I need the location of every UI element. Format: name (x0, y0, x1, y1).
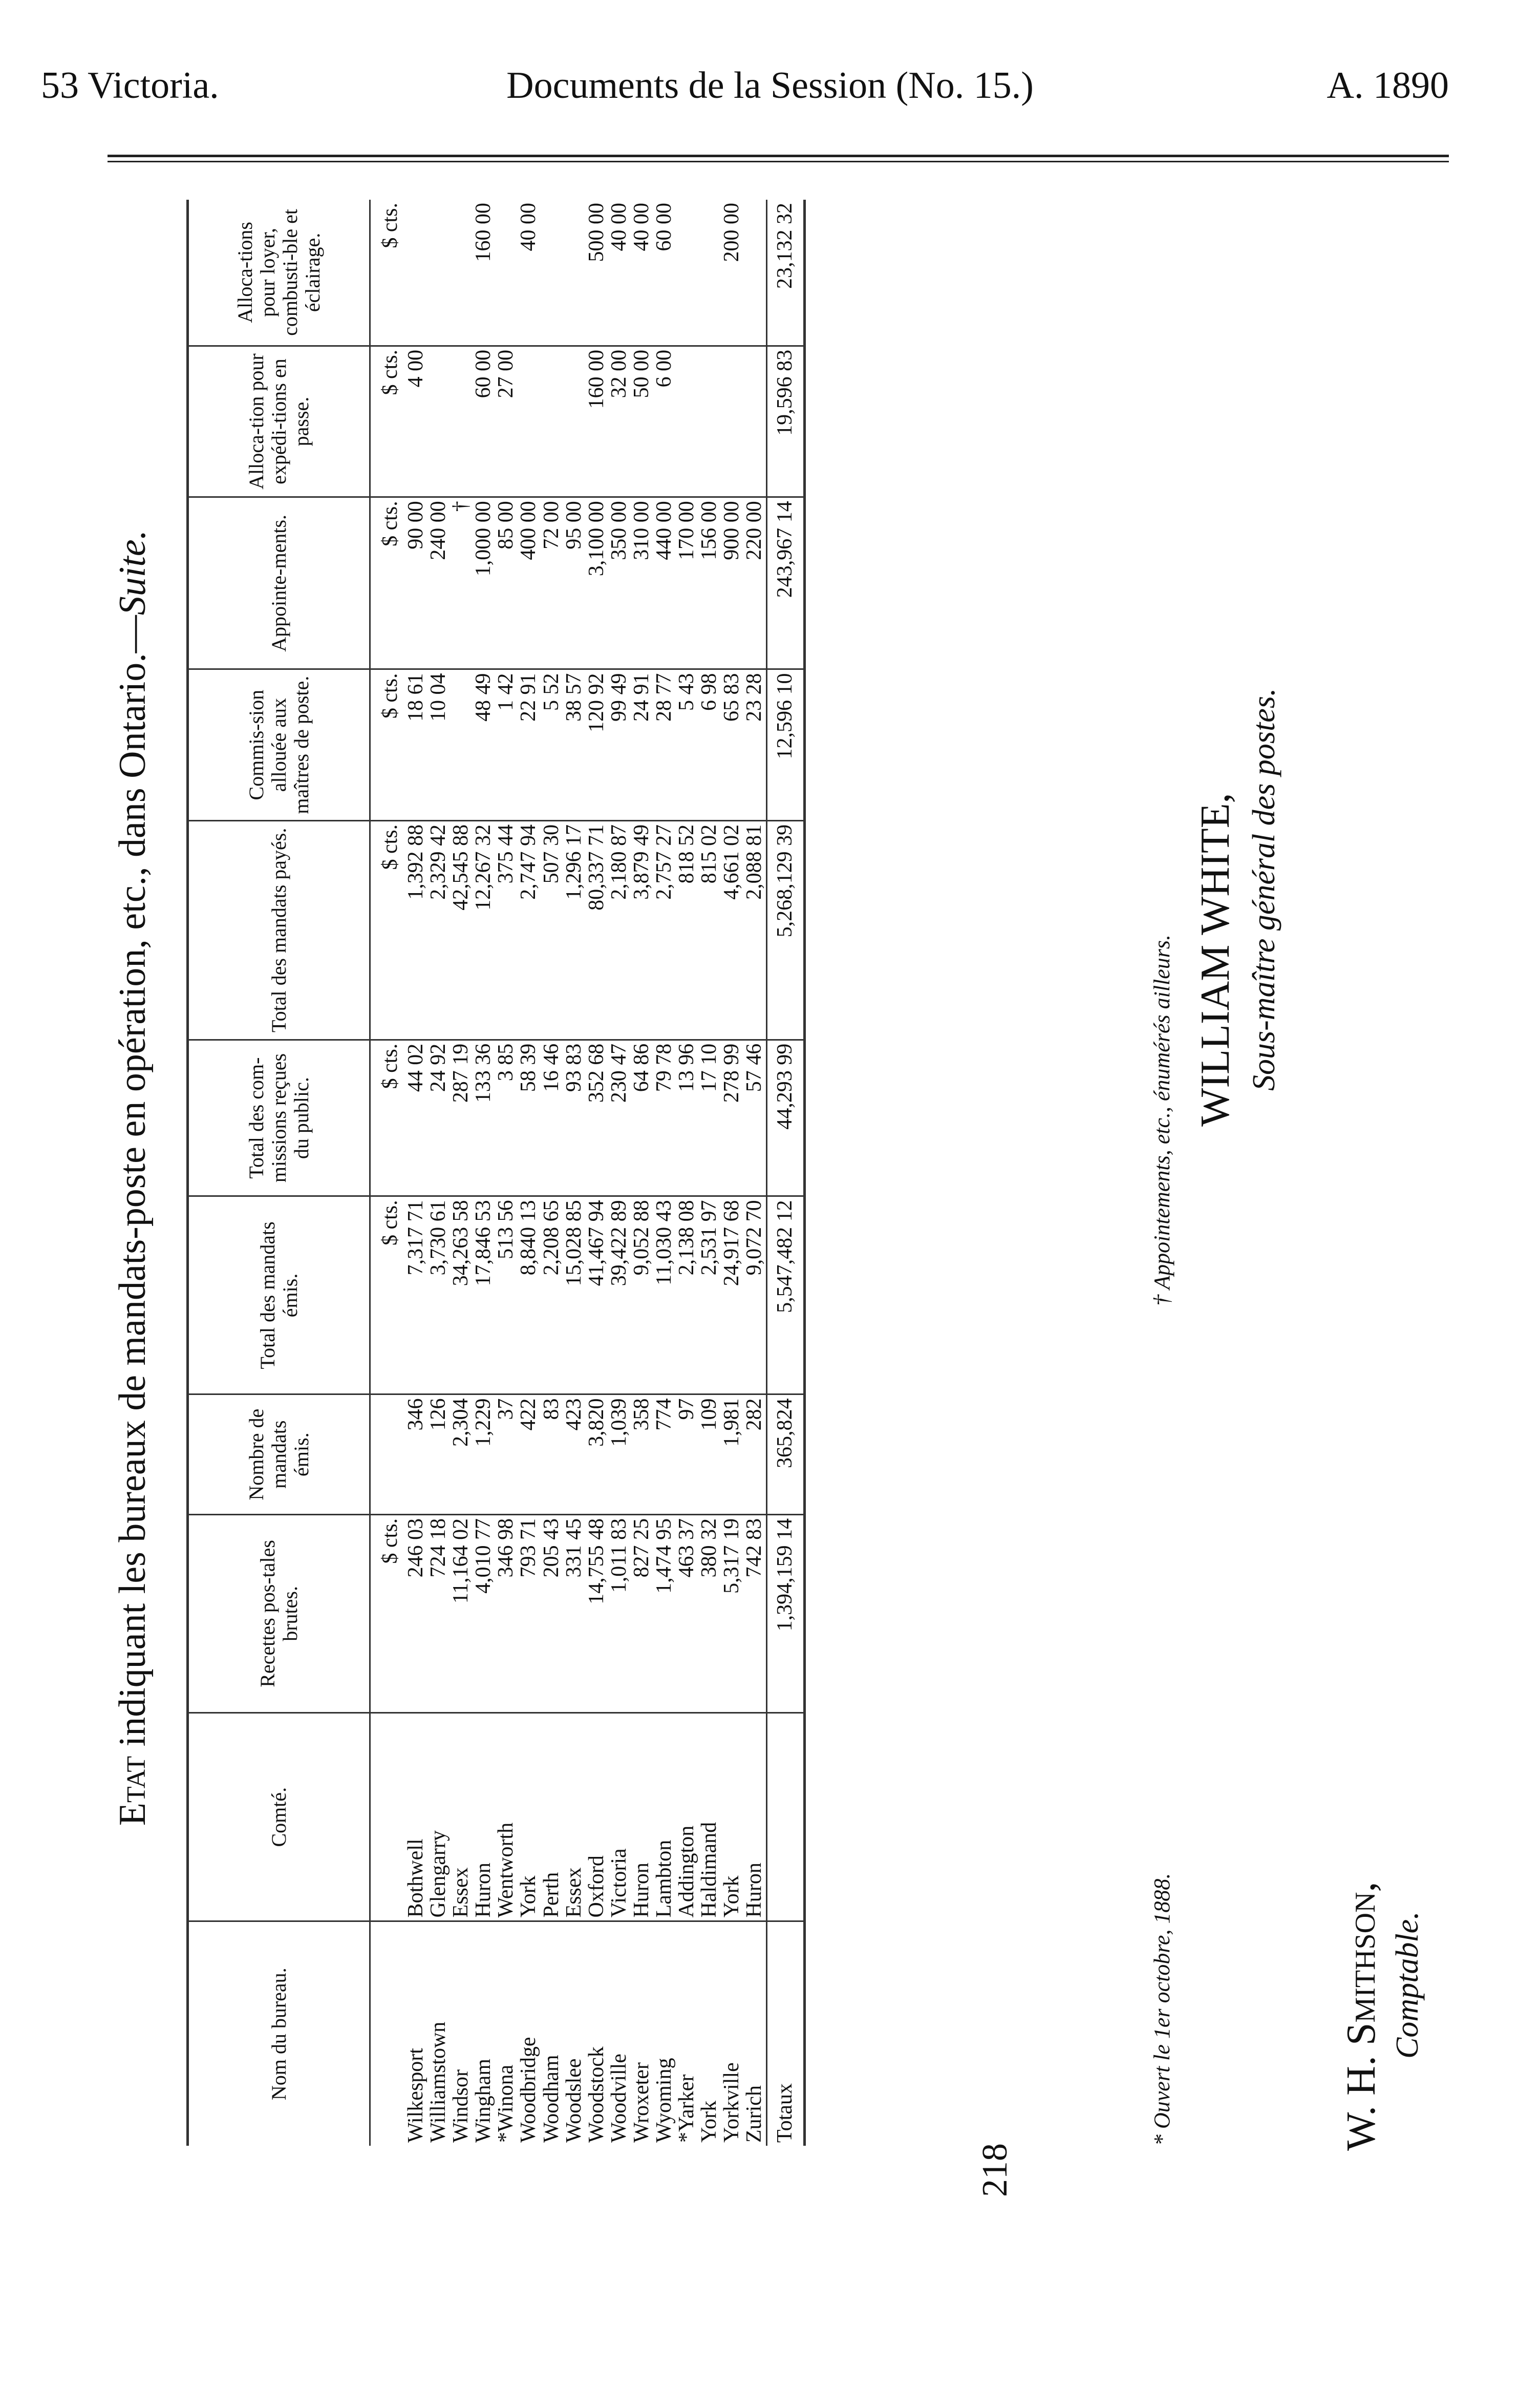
cell-comte: Wentworth (495, 1713, 517, 1921)
cell-commission: 24 91 (630, 669, 653, 820)
totals-empty (766, 1713, 804, 1921)
cell-appointements: 156 00 (698, 497, 720, 669)
table-row (585, 200, 608, 2146)
cell-total-comm: 64 86 (630, 1040, 653, 1196)
cell-recettes: 742 83 (743, 1514, 766, 1713)
cell-total-emis: 3,730 61 (427, 1196, 450, 1394)
cell-total-payes: 2,747 94 (517, 820, 540, 1040)
cell-total-emis: 2,531 97 (698, 1196, 720, 1394)
cell-total-emis: 17,846 53 (472, 1196, 495, 1394)
cell-appointements: 440 00 (653, 497, 675, 669)
cell-comte: Huron (630, 1713, 653, 1921)
cell-recettes: 5,317 19 (720, 1514, 743, 1713)
cell-total-emis: 2,138 08 (675, 1196, 698, 1394)
cell-allocation-exp: 60 00 (472, 346, 495, 497)
col-header-commission: Commis-sion allouée aux maîtres de poste. (188, 669, 370, 820)
col-header-allocation-exp: Alloca-tion pour expédi-tions en passe. (188, 346, 370, 497)
cell-allocation-exp (675, 346, 698, 497)
total-commission: 12,596 10 (766, 669, 804, 820)
cell-commission (450, 669, 472, 820)
totals-label: Totaux (766, 1921, 804, 2146)
footnote-ouvert: * Ouvert le 1er octobre, 1888. (1149, 1873, 1174, 2146)
table-header-row (188, 200, 370, 2146)
cell-appointements: 85 00 (495, 497, 517, 669)
cell-comte: Huron (743, 1713, 766, 1921)
cell-total-comm: 24 92 (427, 1040, 450, 1196)
cell-total-comm: 93 83 (563, 1040, 585, 1196)
unit-label: $ cts. (370, 200, 405, 346)
total-allocation-exp: 19,596 83 (766, 346, 804, 497)
cell-total-comm: 16 46 (540, 1040, 563, 1196)
cell-allocation-exp: 32 00 (608, 346, 630, 497)
money-order-table (186, 200, 806, 2146)
cell-bureau: Woodville (607, 2054, 631, 2143)
cell-appointements: 400 00 (517, 497, 540, 669)
table-row (540, 200, 563, 2146)
cell-allocation-exp (540, 346, 563, 497)
col-header-total-comm: Total des com-missions reçues du public. (188, 1040, 370, 1196)
cell-total-comm: 58 39 (517, 1040, 540, 1196)
cell-total-payes: 2,757 27 (653, 820, 675, 1040)
table-row (720, 200, 743, 2146)
total-total-comm: 44,293 99 (766, 1040, 804, 1196)
table-row (404, 200, 427, 2146)
cell-nombre: 774 (653, 1394, 675, 1514)
page-header-right: A. 1890 (1327, 65, 1449, 107)
cell-total-payes: 80,337 71 (585, 820, 608, 1040)
cell-allocation-loyer: 500 00 (585, 200, 608, 346)
cell-nombre: 83 (540, 1394, 563, 1514)
cell-bureau: Wingham (472, 2059, 496, 2143)
col-header-comte: Comté. (188, 1713, 370, 1921)
cell-commission: 5 52 (540, 669, 563, 820)
cell-nombre: 423 (563, 1394, 585, 1514)
cell-comte: York (517, 1713, 540, 1921)
cell-total-payes: 4,661 02 (720, 820, 743, 1040)
cell-total-emis: 11,030 43 (653, 1196, 675, 1394)
cell-allocation-loyer: 60 00 (653, 200, 675, 346)
cell-commission: 120 92 (585, 669, 608, 820)
cell-allocation-loyer (563, 200, 585, 346)
cell-comte: Glengarry (427, 1713, 450, 1921)
cell-allocation-loyer (404, 200, 427, 346)
footnote-appointements: † Appointements, etc., énumérés ailleurs. (1149, 934, 1174, 1306)
cell-allocation-exp (698, 346, 720, 497)
cell-comte: Bothwell (404, 1713, 427, 1921)
col-header-total-payes: Total des mandats payés. (188, 820, 370, 1040)
cell-commission: 6 98 (698, 669, 720, 820)
col-header-allocation-loyer: Alloca-tions pour loyer, combusti-ble et éclairage. (188, 200, 370, 346)
cell-bureau: Woodstock (584, 2046, 608, 2143)
cell-bureau: *Winona (494, 2064, 518, 2143)
cell-recettes: 793 71 (517, 1514, 540, 1713)
title-main: indiquant les bureaux de mandats-poste en opération, etc., dans Ontario.— (112, 615, 154, 1756)
cell-commission: 5 43 (675, 669, 698, 820)
cell-bureau: Zurich (742, 2085, 766, 2143)
cell-recettes: 246 03 (404, 1514, 427, 1713)
cell-appointements: 95 00 (563, 497, 585, 669)
unit-label: $ cts. (370, 1040, 405, 1196)
cell-total-payes: 2,088 81 (743, 820, 766, 1040)
total-total-emis: 5,547,482 12 (766, 1196, 804, 1394)
cell-total-payes: 818 52 (675, 820, 698, 1040)
cell-bureau: Woodham (539, 2055, 563, 2143)
cell-appointements: 220 00 (743, 497, 766, 669)
cell-appointements: 240 00 (427, 497, 450, 669)
cell-recettes: 463 37 (675, 1514, 698, 1713)
table-row (472, 200, 495, 2146)
unit-label: $ cts. (370, 346, 405, 497)
cell-total-emis: 34,263 58 (450, 1196, 472, 1394)
cell-allocation-exp: 6 00 (653, 346, 675, 497)
col-header-appointements: Appointe-ments. (188, 497, 370, 669)
cell-comte: Essex (563, 1713, 585, 1921)
cell-allocation-loyer (450, 200, 472, 346)
cell-bureau: Woodslee (562, 2058, 586, 2143)
signature-smithson-title: Comptable. (1390, 1911, 1425, 2059)
total-nombre: 365,824 (766, 1394, 804, 1514)
cell-total-emis: 513 56 (495, 1196, 517, 1394)
cell-recettes: 14,755 48 (585, 1514, 608, 1713)
col-header-nombre: Nombre de mandats émis. (188, 1394, 370, 1514)
cell-commission: 18 61 (404, 669, 427, 820)
cell-appointements: 170 00 (675, 497, 698, 669)
cell-total-emis: 8,840 13 (517, 1196, 540, 1394)
cell-commission: 1 42 (495, 669, 517, 820)
unit-row (370, 200, 405, 2146)
signature-smithson-name (1338, 1881, 1385, 2151)
col-header-recettes: Recettes pos-tales brutes. (188, 1514, 370, 1713)
cell-allocation-loyer: 40 00 (630, 200, 653, 346)
table-row (743, 200, 766, 2146)
smithson-surname: Smithson, (1339, 1881, 1384, 2046)
cell-total-comm: 230 47 (608, 1040, 630, 1196)
cell-total-emis: 9,072 70 (743, 1196, 766, 1394)
cell-bureau: Wroxeter (629, 2062, 653, 2143)
cell-allocation-loyer: 200 00 (720, 200, 743, 346)
cell-nombre: 422 (517, 1394, 540, 1514)
cell-total-payes: 2,180 87 (608, 820, 630, 1040)
cell-total-comm: 287 19 (450, 1040, 472, 1196)
cell-total-payes: 1,392 88 (404, 820, 427, 1040)
cell-allocation-loyer (698, 200, 720, 346)
table-row (698, 200, 720, 2146)
cell-nombre: 346 (404, 1394, 427, 1514)
cell-comte: Lambton (653, 1713, 675, 1921)
page-header-left: 53 Victoria. (41, 65, 219, 107)
cell-appointements: 3,100 00 (585, 497, 608, 669)
cell-total-emis: 41,467 94 (585, 1196, 608, 1394)
page-header-center: Documents de la Session (No. 15.) (506, 65, 1034, 107)
cell-bureau: Windsor (449, 2069, 473, 2143)
cell-commission: 38 57 (563, 669, 585, 820)
cell-comte: Huron (472, 1713, 495, 1921)
cell-allocation-loyer: 40 00 (608, 200, 630, 346)
cell-allocation-exp (517, 346, 540, 497)
cell-total-comm: 278 99 (720, 1040, 743, 1196)
cell-recettes: 4,010 77 (472, 1514, 495, 1713)
cell-total-payes: 507 30 (540, 820, 563, 1040)
cell-nombre: 1,229 (472, 1394, 495, 1514)
cell-comte: Oxford (585, 1713, 608, 1921)
cell-total-comm: 57 46 (743, 1040, 766, 1196)
total-appointements: 243,967 14 (766, 497, 804, 669)
rotated-page-content (99, 128, 1441, 2228)
unit-label: $ cts. (370, 820, 405, 1040)
cell-allocation-loyer (495, 200, 517, 346)
cell-total-emis: 7,317 71 (404, 1196, 427, 1394)
cell-appointements: 310 00 (630, 497, 653, 669)
signature-white-title: Sous-maître général des postes. (1247, 688, 1281, 1091)
total-recettes: 1,394,159 14 (766, 1514, 804, 1713)
cell-recettes: 11,164 02 (450, 1514, 472, 1713)
cell-allocation-exp (427, 346, 450, 497)
cell-total-payes: 2,329 42 (427, 820, 450, 1040)
cell-comte: York (720, 1713, 743, 1921)
cell-bureau: Yorkville (720, 2062, 744, 2143)
cell-comte: Perth (540, 1713, 563, 1921)
cell-appointements: † (450, 497, 472, 669)
cell-nombre: 1,039 (608, 1394, 630, 1514)
cell-comte: Addington (675, 1713, 698, 1921)
cell-total-payes: 3,879 49 (630, 820, 653, 1040)
cell-total-payes: 375 44 (495, 820, 517, 1040)
cell-allocation-exp (563, 346, 585, 497)
smithson-prefix: W. H. (1339, 2045, 1384, 2151)
cell-allocation-exp (720, 346, 743, 497)
cell-commission: 10 04 (427, 669, 450, 820)
table-row (608, 200, 630, 2146)
col-header-total-emis: Total des mandats émis. (188, 1196, 370, 1394)
cell-appointements: 350 00 (608, 497, 630, 669)
cell-comte: Haldimand (698, 1713, 720, 1921)
cell-bureau: Williamstown (426, 2021, 451, 2143)
cell-appointements: 72 00 (540, 497, 563, 669)
title-etat: Etat (112, 1756, 154, 1826)
cell-nombre: 1,981 (720, 1394, 743, 1514)
cell-recettes: 1,474 95 (653, 1514, 675, 1713)
totals-row (766, 200, 804, 2146)
table-row (563, 200, 585, 2146)
cell-commission: 99 49 (608, 669, 630, 820)
cell-allocation-loyer (427, 200, 450, 346)
cell-nombre: 126 (427, 1394, 450, 1514)
page-number: 218 (975, 2143, 1015, 2197)
cell-total-payes: 1,296 17 (563, 820, 585, 1040)
cell-total-comm: 44 02 (404, 1040, 427, 1196)
cell-total-comm: 17 10 (698, 1040, 720, 1196)
cell-total-comm: 79 78 (653, 1040, 675, 1196)
unit-label: $ cts. (370, 1514, 405, 1713)
unit-label: $ cts. (370, 497, 405, 669)
cell-total-comm: 133 36 (472, 1040, 495, 1196)
cell-total-payes: 12,267 32 (472, 820, 495, 1040)
cell-allocation-loyer: 160 00 (472, 200, 495, 346)
cell-total-emis: 9,052 88 (630, 1196, 653, 1394)
cell-bureau: *Yarker (675, 2074, 699, 2143)
cell-recettes: 1,011 83 (608, 1514, 630, 1713)
cell-nombre: 2,304 (450, 1394, 472, 1514)
cell-total-comm: 3 85 (495, 1040, 517, 1196)
unit-label: $ cts. (370, 1196, 405, 1394)
cell-bureau: Wyoming (652, 2058, 676, 2143)
cell-recettes: 724 18 (427, 1514, 450, 1713)
cell-allocation-exp: 4 00 (404, 346, 427, 497)
cell-allocation-exp (743, 346, 766, 497)
table-row (495, 200, 517, 2146)
cell-total-emis: 39,422 89 (608, 1196, 630, 1394)
cell-nombre: 37 (495, 1394, 517, 1514)
cell-total-emis: 2,208 65 (540, 1196, 563, 1394)
cell-appointements: 1,000 00 (472, 497, 495, 669)
cell-allocation-exp: 27 00 (495, 346, 517, 497)
total-total-payes: 5,268,129 39 (766, 820, 804, 1040)
table-row (427, 200, 450, 2146)
unit-label: $ cts. (370, 669, 405, 820)
title-suite: Suite. (112, 530, 154, 616)
cell-bureau: York (697, 2100, 721, 2143)
cell-commission: 22 91 (517, 669, 540, 820)
signature-white-name: WILLIAM WHITE, (1193, 793, 1238, 1127)
cell-allocation-exp: 50 00 (630, 346, 653, 497)
cell-recettes: 205 43 (540, 1514, 563, 1713)
cell-commission: 23 28 (743, 669, 766, 820)
cell-total-emis: 15,028 85 (563, 1196, 585, 1394)
cell-appointements: 900 00 (720, 497, 743, 669)
cell-total-payes: 815 02 (698, 820, 720, 1040)
cell-recettes: 827 25 (630, 1514, 653, 1713)
cell-allocation-exp (450, 346, 472, 497)
cell-allocation-exp: 160 00 (585, 346, 608, 497)
cell-bureau: Woodbridge (517, 2037, 541, 2143)
cell-nombre: 282 (743, 1394, 766, 1514)
cell-total-payes: 42,545 88 (450, 820, 472, 1040)
cell-recettes: 346 98 (495, 1514, 517, 1713)
cell-recettes: 380 32 (698, 1514, 720, 1713)
cell-nombre: 109 (698, 1394, 720, 1514)
table-row (653, 200, 675, 2146)
cell-total-emis: 24,917 68 (720, 1196, 743, 1394)
cell-nombre: 3,820 (585, 1394, 608, 1514)
cell-appointements: 90 00 (404, 497, 427, 669)
cell-allocation-loyer (675, 200, 698, 346)
table-title (99, 128, 166, 2228)
cell-bureau: Wilkesport (404, 2048, 427, 2143)
cell-nombre: 97 (675, 1394, 698, 1514)
cell-allocation-loyer (540, 200, 563, 346)
cell-commission: 48 49 (472, 669, 495, 820)
cell-commission: 28 77 (653, 669, 675, 820)
cell-recettes: 331 45 (563, 1514, 585, 1713)
cell-allocation-loyer: 40 00 (517, 200, 540, 346)
cell-comte: Essex (450, 1713, 472, 1921)
cell-commission: 65 83 (720, 669, 743, 820)
table-row (450, 200, 472, 2146)
col-header-bureau: Nom du bureau. (188, 1921, 370, 2146)
cell-comte: Victoria (608, 1713, 630, 1921)
cell-total-comm: 13 96 (675, 1040, 698, 1196)
cell-nombre: 358 (630, 1394, 653, 1514)
table-row (517, 200, 540, 2146)
cell-total-comm: 352 68 (585, 1040, 608, 1196)
table-row (630, 200, 653, 2146)
table-row (675, 200, 698, 2146)
total-allocation-loyer: 23,132 32 (766, 200, 804, 346)
cell-allocation-loyer (743, 200, 766, 346)
